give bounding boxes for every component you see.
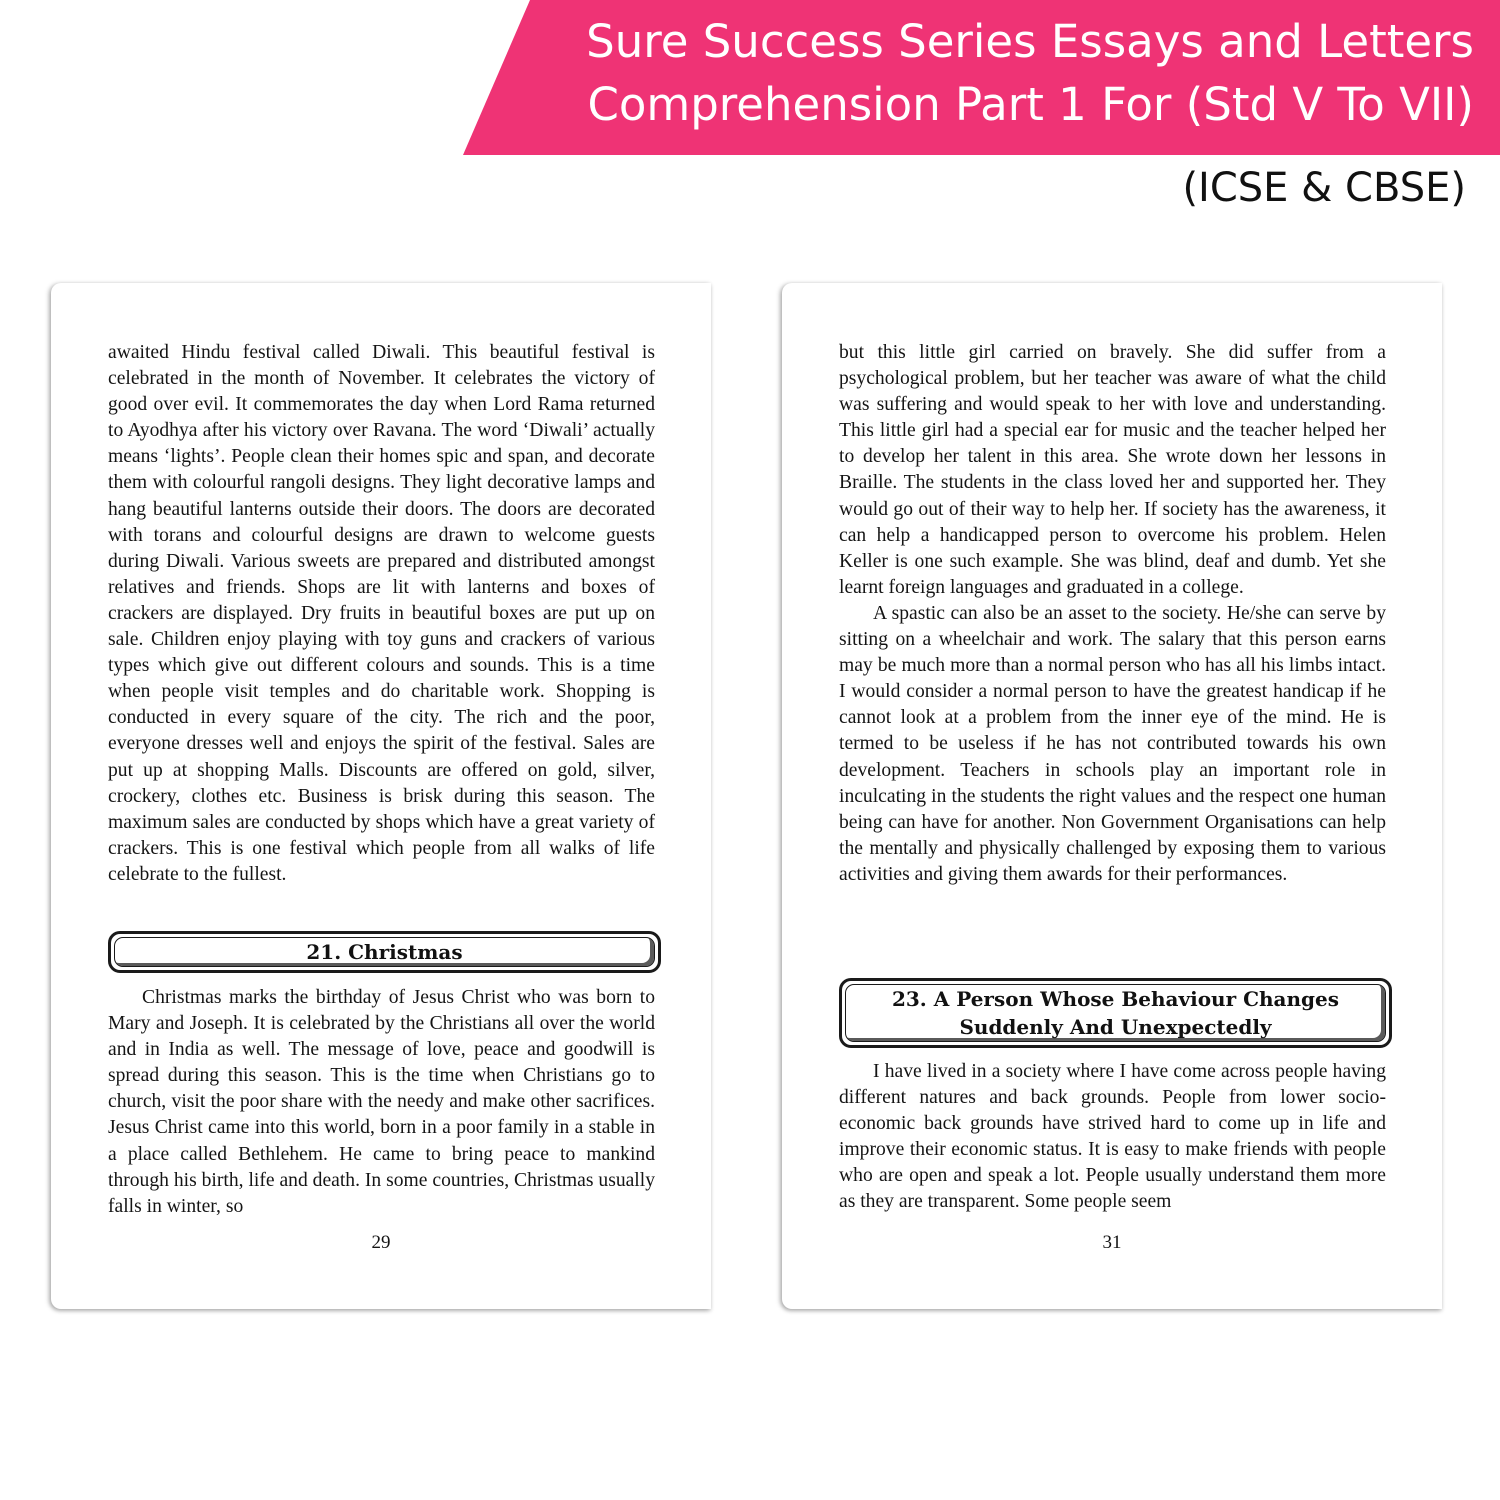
- right-top-text-block: [839, 340, 1386, 888]
- chapter-heading-box: [108, 931, 661, 973]
- chapter-heading: [114, 937, 655, 967]
- book-title: [494, 10, 1474, 136]
- book-title-line-1: Sure Success Series Essays and Letters: [586, 15, 1474, 68]
- diwali-paragraph: awaited Hindu festival called Diwali. This beautiful festival is celebrated in the month of November. It celebrates the victory of good over evil. It commemorates the day when Lord Rama returned to Ayodhya after his victory over Ravana. The word ‘Diwali’ actually means ‘lights’. People clean their homes spic and span, and decorate them with colourful rangoli designs. They light decorative lamps and hang beautiful lanterns outside their doors. The doors are decorated with torans and colourful designs are drawn to welcome guests during Diwali. Various sweets are prepared and distributed amongst relatives and friends. Shops are lit with lanterns and boxes of crackers are displayed. Dry fruits in beautiful boxes are put up on sale. Children enjoy playing with toy guns and crackers of various types which give out different colours and sounds. This is a time when people visit temples and do charitable work. Shopping is conducted in every square of the city. The rich and the poor, everyone dresses well and enjoys the spirit of the festival. Sales are put up at shopping Malls. Discounts are offered on gold, silver, crockery, clothes etc. Business is brisk during this season. The maximum sales are conducted by shops which have a great variety of crackers. This is one festival which people from all walks of life celebrate to the fullest.: [108, 342, 655, 885]
- board-subtitle: (ICSE & CBSE): [1182, 165, 1466, 211]
- page-number: 31: [1102, 1232, 1122, 1253]
- chapter-heading: [845, 984, 1386, 1042]
- helen-keller-paragraph: but this little girl carried on bravely. She did suffer from a psychological problem, but her teacher was aware of what the child was suffering and would speak to her with love and understanding. This little girl had a special ear for music and the teacher helped her to develop her talent in this area. She wrote down her lessons in Braille. The students in the class loved her and supported her. They would go out of their way to help her. If society has the awareness, it can help a handicapped person to overcome his problem. Helen Keller is one such example. She was blind, deaf and dumb. Yet she learnt foreign languages and graduated in a college.: [839, 342, 1386, 598]
- book-title-line-2: Comprehension Part 1 For (Std V To VII): [587, 78, 1474, 131]
- right-page: [782, 283, 1442, 1309]
- chapter-heading-line-1: 23. A Person Whose Behaviour Changes: [891, 987, 1340, 1011]
- chapter-heading-box: [839, 978, 1392, 1048]
- page-number: 29: [371, 1232, 391, 1253]
- christmas-paragraph-block: [108, 985, 655, 1220]
- behaviour-paragraph-block: [839, 1059, 1386, 1216]
- left-page: [51, 283, 711, 1309]
- spastic-paragraph: A spastic can also be an asset to the society. He/she can serve by sitting on a wheelchair and work. The salary that this person earns may be much more than a normal person who has all his limbs intact. I would consider a normal person to have the greatest handicap if he cannot look at a problem from the inner eye of the mind. He is termed to be useless if he has not contributed towards his own development. Teachers in schools play an important role in inculcating in the students the right values and the respect one human being can have for another. Non Government Organisations can help the mentally and physically challenged by exposing them to various activities and giving them awards for their performances.: [839, 602, 1386, 885]
- chapter-heading-line-2: Suddenly And Unexpectedly: [959, 1015, 1272, 1039]
- behaviour-paragraph: I have lived in a society where I have come across people having different natures and back grounds. People from lower socio-economic back grounds have strived hard to come up in life and improve their economic status. It is easy to make friends with people who are open and speak a lot. People usually understand them more as they are transparent. Some people seem: [839, 1061, 1386, 1213]
- title-banner: [0, 0, 1500, 155]
- christmas-paragraph: Christmas marks the birthday of Jesus Christ who was born to Mary and Joseph. It is celebrated by the Christians all over the world and in India as well. The message of love, peace and goodwill is spread during this season. This is the time when Christians go to church, visit the poor share with the needy and make other sacrifices. Jesus Christ came into this world, born in a poor family in a stable in a place called Bethlehem. He came to bring peace to mankind through his birth, life and death. In some countries, Christmas usually falls in winter, so: [108, 987, 655, 1217]
- chapter-heading-text: 21. Christmas: [306, 940, 463, 964]
- diwali-paragraph-block: [108, 340, 655, 888]
